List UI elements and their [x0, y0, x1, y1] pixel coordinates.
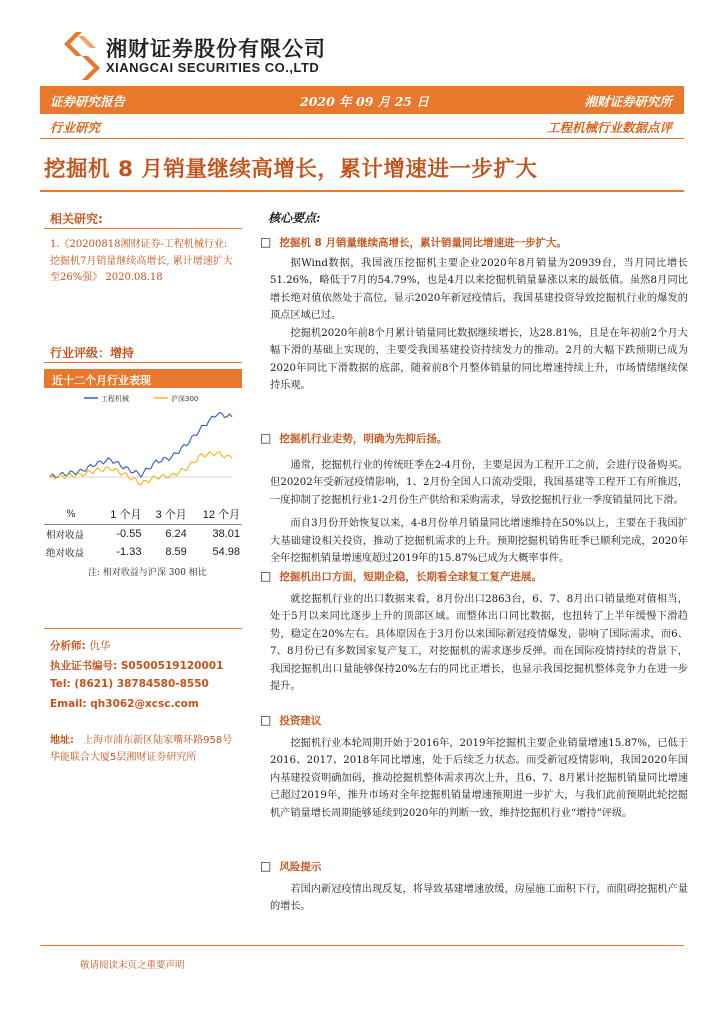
table-header-cell: % — [44, 504, 98, 525]
table-header-cell: 3 个月 — [143, 504, 188, 525]
section-4 — [260, 712, 688, 822]
section-1 — [260, 234, 688, 395]
paragraph: 通常，挖掘机行业的传统旺季在2-4月份，主要是因为工程开工之前，会进行设备购买。但20202年受新冠疫情影响，1、2月份全国人口流动受限，我国基建等工程开工有所推迟，一度抑制了挖掘机行业1-2月份生产供给和采购需求，导致挖掘机行业一季度销量同比下滑。 — [270, 459, 688, 506]
tel-line — [50, 678, 250, 690]
company-logo-icon — [62, 30, 102, 82]
performance-table — [44, 504, 242, 561]
legend-label: 工程机械 — [101, 395, 129, 403]
license-number: S0500519120001 — [120, 660, 224, 672]
rating-divider — [44, 362, 242, 363]
table-row — [44, 543, 242, 561]
rating-value: 增持 — [110, 346, 135, 360]
license-line — [50, 658, 250, 673]
report-date: 2020 年 09 月 25 日 — [300, 94, 429, 109]
chart-header — [44, 369, 242, 388]
series-line-1 — [50, 452, 232, 485]
paragraph: 挖掘机2020年前8个月累计销量同比数据继续增长，达28.81%，且是在年初前2个月大幅下滑的基础上实现的，主要受我国基建投资持续发力的推动。2月的大幅下跌预期已成为2020年同比下滑数据的底部，随着前8个月整体销量的同比增速持续上升，市场情绪继续保持乐观。 — [270, 327, 688, 391]
report-series: 工程机械行业数据点评 — [546, 120, 672, 135]
section-2 — [260, 430, 688, 568]
related-divider — [44, 228, 242, 229]
series-line-0 — [50, 413, 232, 478]
performance-chart — [44, 392, 242, 496]
table-note: 注: 相对收益与沪深 300 相比 — [88, 568, 207, 578]
email-label: Email: — [50, 698, 87, 710]
chart-title: 近十二个月行业表现 — [52, 374, 151, 387]
paragraph: 就挖掘机行业的出口数据来看，8月份出口2863台，6、7、8月出口销量绝对值相当，处于5月以来同比逐步上升的顶部区域。而整体出口同比数据，也扭转了上半年缓慢下滑趋势，稳定在20%左右。具体原因在于3月份以来国际新冠疫情爆发，影响了国际需求，而6、7、8月份已有多数国家复产复工，对挖掘机的需求逐步反弹。而在国际疫情持续的背景下，我国挖掘机出口量能够保持20%左右的同比正增长，也显示我国挖掘机整体竞争力在进一步提升。 — [270, 593, 688, 692]
tel-label: Tel: — [50, 678, 71, 690]
section-5 — [260, 858, 688, 916]
tel-number: (8621) 38784580-8550 — [74, 678, 209, 690]
company-name-en: XIANGCAI SECURITIES CO.,LTD — [106, 60, 320, 75]
section-heading: □ 挖掘机出口方面，短期企稳，长期看全球复工复产进展。 — [260, 568, 688, 587]
paragraph: 若国内新冠疫情出现反复，将导致基建增速放缓，房屋施工面积下行，而阻碍挖掘机产量的增长。 — [270, 883, 688, 912]
analyst-divider — [44, 628, 242, 629]
email-line — [50, 698, 250, 710]
page-title: 挖掘机 8 月销量继续高增长，累计增速进一步扩大 — [44, 157, 538, 182]
table-header-row — [44, 504, 242, 525]
table-cell: 6.24 — [165, 528, 187, 540]
paragraph: 而自3月份开始恢复以来，4-8月份单月销量同比增速维持在50%以上，主要在于我国扩大基础建设相关投资，推动了挖掘机需求的上升。预期挖掘机销售旺季已顺利完成，2020年全年挖掘机销量增速度超过2019年的15.87%已成为大概率事件。 — [270, 518, 688, 564]
section-heading: □ 投资建议 — [260, 712, 688, 731]
table-cell: 54.98 — [212, 546, 240, 558]
table-header-cell: 12 个月 — [189, 504, 242, 525]
paragraph: 据Wind数据，我国液压挖掘机主要企业2020年8月销量为20939台，当月同比增长51.26%，略低于7月的54.79%，也是4月以来挖掘机销量暴涨以来的最低值。虽然8月同比增长绝对值依然处于高位，显示2020年新冠疫情后，我国基建投资导致挖掘机行业的爆发的顶点区域已过。 — [270, 257, 688, 321]
key-points-heading: 核心要点: — [268, 211, 321, 225]
license-label: 执业证书编号: — [50, 660, 118, 672]
section-3 — [260, 568, 688, 696]
analyst-label: 分析师: — [50, 640, 86, 652]
row-label: 绝对收益 — [46, 548, 85, 559]
header-bar-secondary — [40, 114, 684, 139]
industry-rating — [50, 344, 134, 361]
section-heading: □ 风险提示 — [260, 858, 688, 877]
table-cell: -1.33 — [116, 546, 142, 558]
row-label: 相对收益 — [46, 530, 85, 541]
footer-divider — [40, 945, 684, 946]
table-header-cell: 1 个月 — [98, 504, 143, 525]
analyst-name: 仇华 — [89, 640, 111, 652]
table-cell: 8.59 — [165, 546, 187, 558]
table-row — [44, 525, 242, 544]
section-heading: □ 挖掘机行业走势，明确为先抑后扬。 — [260, 430, 688, 449]
email-link[interactable]: qh3062@xcsc.com — [90, 698, 199, 710]
address-label: 地址: — [50, 735, 74, 746]
section-heading: □ 挖掘机 8 月销量继续高增长，累计销量同比增速进一步扩大。 — [260, 234, 688, 253]
legend-label: 沪深300 — [171, 395, 199, 403]
report-type: 证券研究报告 — [50, 94, 126, 109]
footer-disclaimer[interactable]: 敬请阅读末页之重要声明 — [80, 960, 185, 971]
title-divider — [40, 190, 684, 192]
company-name-cn: 湘财证券股份有限公司 — [106, 37, 326, 61]
address-text: 上海市浦东新区陆家嘴环路958号华能联合大厦5层湘财证券研究所 — [50, 735, 233, 763]
table-cell: 38.01 — [212, 528, 240, 540]
paragraph: 挖掘机行业本轮周期开始于2016年，2019年挖掘机主要企业销量增速15.87%，已低于2016、2017、2018年同比增速，处于后续乏力状态。而受新冠疫情影响，我国2020年国内基建投资明确加码，推动挖掘机整体需求再次上升，且6、7、8月累计挖掘机销量同比增速已超过2019年，推升市场对全年挖掘机销量增速预期进一步扩大，与我们此前预期此轮挖掘机产销量增长周期能够延续到2020年的判断一致，维持挖掘机行业“增持”评级。 — [270, 737, 688, 819]
related-research-item[interactable]: 1.《20200818湘财证券-工程机械行业: 挖掘机7月销量继续高增长, 累计增速扩大至26%强》 2020.08.18 — [50, 239, 233, 283]
report-category: 行业研究 — [50, 120, 101, 135]
table-cell: -0.55 — [116, 528, 142, 540]
address — [50, 732, 240, 766]
related-research-heading: 相关研究: — [50, 212, 103, 226]
rating-label: 行业评级： — [50, 346, 111, 360]
institute-name: 湘财证券研究所 — [584, 94, 672, 109]
analyst-line — [50, 638, 250, 653]
header-bar-primary — [40, 86, 684, 114]
